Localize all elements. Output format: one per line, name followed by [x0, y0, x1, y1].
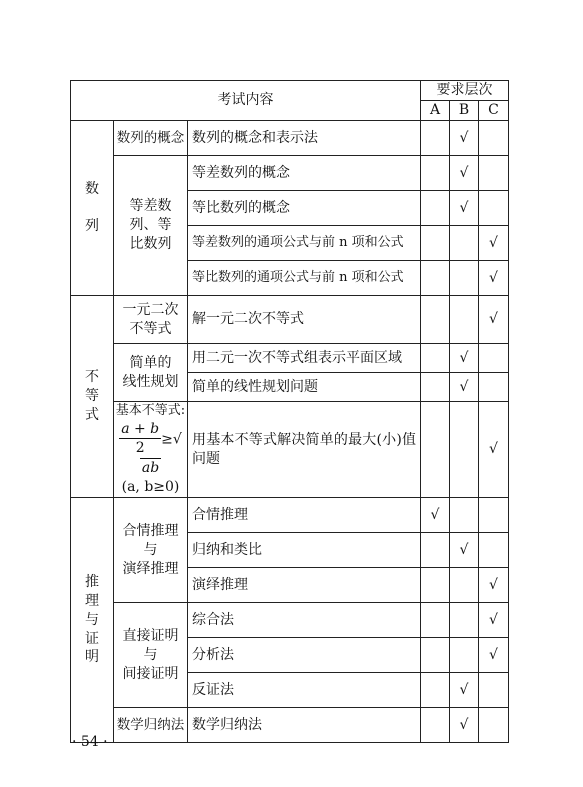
item-max-min-problem: 用基本不等式解决简单的最大(小)值问题: [188, 402, 421, 498]
formula-radicand: ab: [141, 460, 160, 477]
page-number: · 54 ·: [72, 734, 108, 750]
check-mark: √: [450, 121, 479, 156]
check-mark: √: [479, 296, 509, 344]
item-solve-quadratic: 解一元二次不等式: [188, 296, 421, 344]
check-mark: √: [450, 344, 479, 373]
item-proof-by-contradiction: 反证法: [188, 673, 421, 708]
check-mark: √: [479, 568, 509, 603]
level-a-header: A: [421, 101, 450, 121]
item-induction-analogy: 归纳和类比: [188, 533, 421, 568]
topic-plausible-deductive: 合情推理 与 演绎推理: [114, 498, 188, 603]
formula-numerator: a + b: [119, 420, 161, 440]
topic-basic-inequality: [114, 402, 188, 498]
check-mark: √: [479, 603, 509, 638]
topic-direct-indirect-proof: 直接证明 与 间接证明: [114, 603, 188, 708]
check-mark: √: [479, 261, 509, 296]
check-mark: √: [479, 226, 509, 261]
item-sequence-concept: 数列的概念和表示法: [188, 121, 421, 156]
header-content-label: 考试内容: [71, 81, 421, 121]
topic-math-induction: 数学归纳法: [114, 708, 188, 743]
level-c-header: C: [479, 101, 509, 121]
check-mark: √: [479, 402, 509, 498]
section-label-reasoning: 推 理 与 证 明: [71, 498, 114, 743]
item-arith-formula: 等差数列的通项公式与前 n 项和公式: [188, 226, 421, 261]
check-mark: √: [479, 638, 509, 673]
basic-inequality-title: 基本不等式:: [115, 403, 186, 418]
check-mark: √: [450, 533, 479, 568]
item-geo-concept: 等比数列的概念: [188, 191, 421, 226]
topic-sequence-concept: 数列的概念: [114, 121, 188, 156]
item-plane-region: 用二元一次不等式组表示平面区域: [188, 344, 421, 373]
header-level-label: 要求层次: [421, 81, 509, 101]
section-label-inequality: 不 等 式: [71, 296, 114, 498]
check-mark: √: [421, 498, 450, 533]
check-mark: √: [450, 673, 479, 708]
item-lp-problem: 简单的线性规划问题: [188, 373, 421, 402]
section-label-sequence: 数 列: [71, 121, 114, 296]
check-mark: √: [450, 373, 479, 402]
item-analysis-method: 分析法: [188, 638, 421, 673]
exam-content-table: [70, 80, 509, 743]
formula-geq-root: ≥√: [161, 430, 182, 447]
level-b-header: B: [450, 101, 479, 121]
item-deductive-reasoning: 演绎推理: [188, 568, 421, 603]
item-arith-concept: 等差数列的概念: [188, 156, 421, 191]
topic-quadratic-inequality: 一元二次 不等式: [114, 296, 188, 344]
topic-linear-programming: 简单的 线性规划: [114, 344, 188, 402]
item-plausible-reasoning: 合情推理: [188, 498, 421, 533]
item-math-induction: 数学归纳法: [188, 708, 421, 743]
check-mark: √: [450, 156, 479, 191]
basic-inequality-condition: (a, b≥0): [121, 479, 180, 496]
item-synthesis-method: 综合法: [188, 603, 421, 638]
check-mark: √: [450, 708, 479, 743]
basic-inequality-formula: [114, 420, 187, 479]
check-mark: √: [450, 191, 479, 226]
formula-denominator: 2: [135, 440, 145, 457]
item-geo-formula: 等比数列的通项公式与前 n 项和公式: [188, 261, 421, 296]
topic-arith-geo-sequence: 等差数 列、等 比数列: [114, 156, 188, 296]
